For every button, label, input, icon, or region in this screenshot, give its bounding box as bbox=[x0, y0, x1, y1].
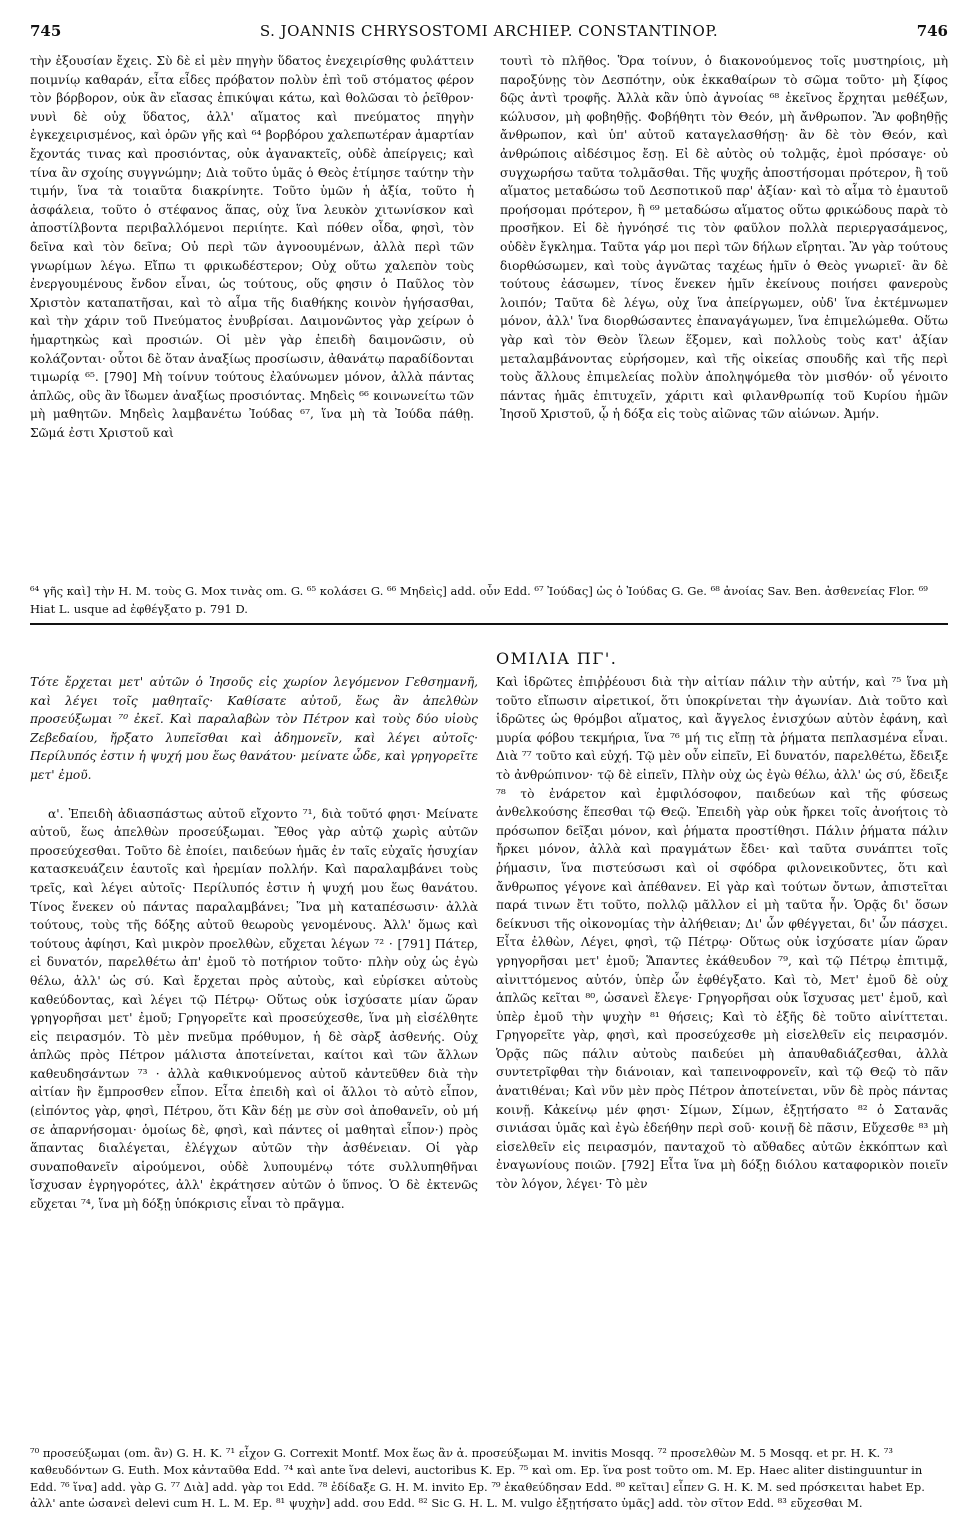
homily-title: ΟΜΙΛΙΑ ΠΓ'. bbox=[496, 649, 618, 668]
section1-left-column bbox=[30, 52, 474, 580]
section1-left-text: τὴν ἐξουσίαν ἔχεις. Σὺ δὲ εἰ μὲν πηγὴν ὕδατος ἐνεχειρίσθης φυλάττειν ποιμνίῳ καθαράν, εἶτα εἶδες πρόβατον πολὺν ἐπὶ τοῦ στόματος φέρον τὸν βόρβορον, οὐκ ἂν εἴασας ἐπικύψαι κάτω, καὶ θολῶσαι τὸ ῥεῖθρον· νυνὶ δὲ οὐχ ὕδατος, ἀλλ' αἵματος καὶ πνεύματος πηγὴν ἐγκεχειρισμένος, καὶ ὁρῶν γῆς καὶ ⁶⁴ βορβόρου χαλεπωτέραν ἁμαρτίαν ἔχοντάς τινας καὶ προσιόντας, οὐκ ἀγανακτεῖς, οὐδὲ ἀπείργεις; καὶ τίνα ἂν σχοίης συγγνώμην; Διὰ τοῦτο ὑμᾶς ὁ Θεὸς ἐτίμησε ταύτην τὴν τιμήν, ἵνα τὰ τοιαῦτα διακρίνητε. Τοῦτο ὑμῶν ἡ ἀξία, τοῦτο ἡ ἀσφάλεια, τοῦτο ὁ στέφανος ἅπας, οὐχ ἵνα λευκὸν χιτωνίσκον καὶ ἀποστίλβοντα περιβαλλόμενοι περιίητε. Καὶ πόθεν οἶδα, φησὶ, τὸν δεῖνα καὶ τὸν δεῖνα; Οὐ περὶ τῶν ἀγνοουμένων, ἀλλὰ περὶ τῶν γνωρίμων λέγω. Εἴπω τι φρικωδέστερον; Οὐχ οὕτω χαλεπὸν τοὺς ἐνεργουμένους ἔνδον εἶναι, ὡς τούτους, οὕς φησιν ὁ Παῦλος τὸν Χριστὸν καταπατῆσαι, καὶ τὸ αἷμα τῆς διαθήκης κοινὸν ἡγήσασθαι, καὶ τὴν χάριν τοῦ Πνεύματος ἐνυβρίσαι. Δαιμονῶντος γὰρ χείρων ὁ ἡμαρτηκὼς καὶ προσιών. Οἱ μὲν γὰρ ἐπειδὴ δαιμονῶσιν, οὐ κολάζονται· οὗτοι δὲ ὅταν ἀναξίως προσίωσιν, ἀθανάτῳ παραδίδονται τιμωρίᾳ ⁶⁵. [790] Μὴ τοίνυν τούτους ἐλαύνωμεν μόνον, ἀλλὰ πάντας ἁπλῶς, οὓς ἂν ἴδωμεν ἀναξίως προσιόντας. Μηδεὶς ⁶⁶ κοινωνείτω τῶν μὴ μαθητῶν. Μηδεὶς λαμβανέτω Ἰούδας ⁶⁷, ἵνα μὴ τὰ Ἰούδα πάθῃ. Σῶμά ἐστι Χριστοῦ καὶ bbox=[30, 54, 474, 440]
section-divider bbox=[30, 623, 948, 625]
section1-footnotes: ⁶⁴ γῆς καὶ] τὴν H. M. τοὺς G. Mox τινὰς om. G. ⁶⁵ κολάσει G. ⁶⁶ Μηδεὶς] add. οὖν Edd. ⁶⁷ Ἰούδας] ὡς ὁ Ἰούδας G. Ge. ⁶⁸ ἀνοίας Sav. Ben. ἀσθενείας Flor. ⁶⁹ Hiat L. usque ad ἐφθέγξατο p. 791 D. bbox=[30, 584, 928, 616]
section2-right-column bbox=[496, 673, 948, 1443]
section1-right-column bbox=[500, 52, 948, 580]
section2-left-text: α'. Ἐπειδὴ ἀδιασπάστως αὐτοῦ εἴχοντο ⁷¹, διὰ τοῦτό φησι· Μείνατε αὐτοῦ, ἕως ἀπελθὼν προσεύξωμαι. Ἔθος γὰρ αὐτῷ χωρὶς αὐτῶν προσεύχεσθαι. Τοῦτο δὲ ἐποίει, παιδεύων ἡμᾶς ἐν ταῖς εὐχαῖς ἡσυχίαν κατασκευάζειν ἑαυτοῖς καὶ ἠρεμίαν πολλήν. Καὶ παραλαμβάνει τοὺς τρεῖς, καὶ λέγει αὐτοῖς· Περίλυπός ἐστιν ἡ ψυχή μου ἕως θανάτου. Τίνος ἕνεκεν οὐ πάντας παραλαμβάνει; Ἵνα μὴ καταπέσωσιν· ἀλλὰ τούτους, τοὺς τῆς δόξης αὐτοῦ θεωροὺς γενομένους. Ἀλλ' ὅμως καὶ τούτους ἀφίησι, Καὶ μικρὸν προελθὼν, εὔχεται λέγων ⁷² · [791] Πάτερ, εἰ δυνατόν, παρελθέτω ἀπ' ἐμοῦ τὸ ποτήριον τοῦτο· πλὴν οὐχ ὡς ἐγὼ θέλω, ἀλλ' ὡς σύ. Καὶ ἔρχεται πρὸς αὐτοὺς, καὶ εὑρίσκει αὐτοὺς καθεύδοντας, καὶ λέγει τῷ Πέτρῳ· Οὕτως οὐκ ἰσχύσατε μίαν ὥραν γρηγορῆσαι μετ' ἐμοῦ; Γρηγορεῖτε καὶ προσεύχεσθε, ἵνα μὴ εἰσέλθητε εἰς πειρασμόν. Τὸ μὲν πνεῦμα πρόθυμον, ἡ δὲ σὰρξ ἀσθενής. Οὐχ ἁπλῶς πρὸς Πέτρον μάλιστα ἀποτείνεται, καίτοι καὶ τῶν ἄλλων καθευδησάντων ⁷³ · ἀλλὰ καθικνούμενος αὐτοῦ κἀντεῦθεν διὰ τὴν αἰτίαν ἣν ἔμπροσθεν εἶπον. Εἶτα ἐπειδὴ καὶ οἱ ἄλλοι τὸ αὐτὸ εἶπον, (εἰπόντος γὰρ, φησὶ, Πέτρου, ὅτι Κἂν δέῃ με σὺν σοὶ ἀποθανεῖν, οὐ μή σε ἀπαρνήσομαι· ὁμοίως δὲ, φησὶ, καὶ πάντες οἱ μαθηταὶ εἶπον·) πρὸς ἅπαντας διαλέγεται, ἐλέγχων αὐτῶν τὴν ἀσθένειαν. Οἱ γὰρ συναποθανεῖν αἱρούμενοι, οὐδὲ λυπουμένῳ τότε συλλυπηθῆναι ἴσχυσαν ἐγρηγορότες, ἀλλ' ἐκράτησεν αὐτῶν ὁ ὕπνος. Ὁ δὲ ἐκτενῶς εὔχεται ⁷⁴, ἵνα μὴ δόξῃ ὑπόκρισις εἶναι τὸ πρᾶγμα. bbox=[30, 806, 478, 1212]
section2-left-column bbox=[30, 673, 478, 1443]
running-title: S. JOANNIS CHRYSOSTOMI ARCHIEP. CONSTANTINOP. bbox=[259, 22, 719, 40]
page-number-left: 745 bbox=[30, 22, 62, 40]
page-number-right: 746 bbox=[916, 22, 948, 40]
section2-right-text: Καὶ ἱδρῶτες ἐπιῤῥέουσι διὰ τὴν αἰτίαν πάλιν τὴν αὐτήν, καὶ ⁷⁵ ἵνα μὴ τοῦτο εἴπωσιν αἱρετικοί, ὅτι ὑποκρίνεται τὴν ἀγωνίαν. Διὰ τοῦτο καὶ ἱδρῶτες ὡς θρόμβοι αἵματος, καὶ ἄγγελος ἐνισχύων αὐτὸν ἐφάνη, καὶ μυρία φόβου τεκμήρια, ἵνα ⁷⁶ μή τις εἴπῃ τὰ ῥήματα πεπλασμένα εἶναι. Διὰ ⁷⁷ τοῦτο καὶ εὐχή. Τῷ μὲν οὖν εἰπεῖν, Εἰ δυνατόν, παρελθέτω, ἔδειξε τὸ ἀνθρώπινον· τῷ δὲ εἰπεῖν, Πλὴν οὐχ ὡς ἐγὼ θέλω, ἀλλ' ὡς σύ, ἔδειξε ⁷⁸ τὸ ἐνάρετον καὶ ἐμφιλόσοφον, παιδεύων καὶ τῆς φύσεως ἀνθελκούσης ἕπεσθαι τῷ Θεῷ. Ἐπειδὴ γὰρ οὐκ ἤρκει τοῖς ἀνοήτοις τὸ πρόσωπον δεῖξαι μόνον, καὶ ῥήματα προστίθησι. Πάλιν ῥήματα πάλιν ἤρκει μόνον, ἀλλὰ καὶ πραγμάτων ἔδει· καὶ ταῦτα συνάπτει τοῖς ῥήμασιν, ἵνα πιστεύσωσι καὶ οἱ σφόδρα φιλονεικοῦντες, ὅτι καὶ ἄνθρωπος γέγονε καὶ ἀπέθανεν. Εἰ γὰρ καὶ τούτων ὄντων, ἀπιστεῖται παρά τινων ἔτι τοῦτο, πολλῷ μᾶλλον εἰ μὴ ταῦτα ἦν. Ὁρᾷς δι' ὅσων δείκνυσι τῆς οἰκονομίας τὴν ἀλήθειαν; Δι' ὧν φθέγγεται, δι' ὧν πάσχει. Εἶτα ἐλθὼν, Λέγει, φησὶ, τῷ Πέτρῳ· Οὕτως οὐκ ἰσχύσατε μίαν ὥραν γρηγορῆσαι μετ' ἐμοῦ; Ἅπαντες ἐκάθευδον ⁷⁹, καὶ τῷ Πέτρῳ ἐπιτιμᾷ, αἰνιττόμενος αὐτόν, ὑπὲρ ὧν ἐφθέγξατο. Καὶ τὸ, Μετ' ἐμοῦ δὲ οὐχ ἁπλῶς κεῖται ⁸⁰, ὡσανεὶ ἔλεγε· Γρηγορῆσαι οὐκ ἴσχυσας μετ' ἐμοῦ, καὶ ὑπὲρ ἐμοῦ τὴν ψυχὴν ⁸¹ θήσεις; Καὶ τὸ ἑξῆς δὲ τοῦτο αἰνίττεται. Γρηγορεῖτε γὰρ, φησὶ, καὶ προσεύχεσθε μὴ εἰσελθεῖν εἰς πειρασμόν. Ὁρᾷς πῶς πάλιν αὐτοὺς παιδεύει μὴ ἀπαυθαδιάζεσθαι, ἀλλὰ συντετρῖφθαι τὴν διάνοιαν, καὶ ταπεινοφρονεῖν, καὶ τῷ Θεῷ τὸ πᾶν ἀνατιθέναι; Καὶ νῦν μὲν πρὸς Πέτρον ἀποτείνεται, νῦν δὲ πρὸς πάντας κοινῇ. Κἀκείνῳ μέν φησι· Σίμων, Σίμων, ἐξῃτήσατο ⁸² ὁ Σατανᾶς σινιάσαι ὑμᾶς καὶ ἐγὼ ἐδεήθην περὶ σοῦ· κοινῇ δὲ πᾶσιν, Εὔχεσθε ⁸³ μὴ εἰσελθεῖν εἰς πειρασμόν, πανταχοῦ τὸ αὔθαδες αὐτῶν ἐκκόπτων καὶ ἐναγωνίους ποιῶν. [792] Εἶτα ἵνα μὴ δόξῃ διόλου καταφορικὸν ποιεῖν τὸν λόγον, λέγει· Τὸ μὲν bbox=[496, 675, 948, 1192]
section2-footnotes: ⁷⁰ προσεύξωμαι (om. ἂν) G. H. K. ⁷¹ εἶχον G. Correxit Montf. Mox ἕως ἂν ἀ. προσεύξωμαι M. invitis Mosqq. ⁷² προσελθὼν M. 5 Mosqq. et pr. H. K. ⁷³ καθευδόντων G. Euth. Mox κἀνταῦθα Edd. ⁷⁴ καὶ ante ἵνα delevi, auctoribus K. Ep. ⁷⁵ καὶ om. Ep. ἵνα post τοῦτο om. M. Ep. Haec aliter distinguuntur in Edd. ⁷⁶ ἵνα] add. γὰρ G. ⁷⁷ Διὰ] add. γὰρ τοι Edd. ⁷⁸ ἐδίδαξε G. H. M. invito Ep. ⁷⁹ ἐκαθεύδησαν Edd. ⁸⁰ κεῖται] εἶπεν G. H. K. M. sed πρόσκειται habet Ep. ἀλλ' ante ὡσανεὶ delevi cum H. L. M. Ep. ⁸¹ ψυχὴν] add. σου Edd. ⁸² Sic G. H. L. M. vulgo ἐξῃτήσατο ὑμᾶς] add. τὸν σῖτον Edd. ⁸³ εὔχεσθαι M. bbox=[30, 1446, 925, 1511]
section1-right-text: τουτὶ τὸ πλῆθος. Ὅρα τοίνυν, ὁ διακονούμενος τοῖς μυστηρίοις, μὴ παροξύνῃς τὸν Δεσπότην, οὐκ ἐκκαθαίρων τὸ σῶμα τοῦτο· μὴ ξίφος δῷς ἀντὶ τροφῆς. Ἀλλὰ κἂν ὑπὸ ἀγνοίας ⁶⁸ ἐκεῖνος ἔρχηται μεθέξων, κώλυσον, μὴ φοβηθῇς. Φοβήθητι τὸν Θεόν, μὴ ἄνθρωπον. Ἂν φοβηθῇς ἄνθρωπον, καὶ ὑπ' αὐτοῦ καταγελασθήσῃ· ἂν δὲ τὸν Θεόν, καὶ ἀνθρώποις αἰδέσιμος ἔσῃ. Εἰ δὲ αὐτὸς οὐ τολμᾷς, ἐμοὶ πρόσαγε· οὐ συγχωρήσω ταῦτα τολμᾶσθαι. Τῆς ψυχῆς ἀποστήσομαι πρότερον, ἢ τοῦ αἵματος μεταδώσω τοῦ Δεσποτικοῦ παρ' ἀξίαν· καὶ τὸ αἷμα τὸ ἐμαυτοῦ προήσομαι πρότερον, ἢ ⁶⁹ μεταδώσω αἵματος οὕτω φρικώδους παρὰ τὸ προσῆκον. Εἰ δὲ ἠγνόησέ τις τὸν φαῦλον πολλὰ περιεργασάμενος, οὐδὲν ἔγκλημα. Ταῦτα γάρ μοι περὶ τῶν δήλων εἴρηται. Ἂν γὰρ τούτους διορθώσωμεν, καὶ τοὺς ἀγνῶτας ταχέως ἡμῖν ὁ Θεὸς γνωριεῖ· ἂν δὲ τούτους ἐάσωμεν, τίνος ἕνεκεν ἡμῖν ἐκείνους ποιήσει φανεροὺς λοιπόν; Ταῦτα δὲ λέγω, οὐχ ἵνα ἀπείργωμεν, οὐδ' ἵνα ἐκτέμνωμεν μόνον, ἀλλ' ἵνα διορθώσαντες ἐπαναγάγωμεν, ἵνα ἐπιμελώμεθα. Οὕτω γὰρ καὶ τὸν Θεὸν ἵλεων ἕξομεν, καὶ πολλοὺς τοὺς κατ' ἀξίαν μεταλαμβάνοντας εὑρήσομεν, καὶ τῆς οἰκείας σπουδῆς καὶ τῆς περὶ τοὺς ἄλλους ἐπιμελείας πολὺν ἀποληψόμεθα τὸν μισθόν· οὗ γένοιτο πάντας ἡμᾶς ἐπιτυχεῖν, χάριτι καὶ φιλανθρωπίᾳ τοῦ Κυρίου ἡμῶν Ἰησοῦ Χριστοῦ, ᾧ ἡ δόξα εἰς τοὺς αἰῶνας τῶν αἰώνων. Ἀμήν. bbox=[500, 54, 948, 422]
lemma-spacer bbox=[30, 785, 478, 805]
page-header bbox=[30, 22, 948, 46]
gospel-lemma: Τότε ἔρχεται μετ' αὐτῶν ὁ Ἰησοῦς εἰς χωρίον λεγόμενον Γεθσημανῆ, καὶ λέγει τοῖς μαθηταῖς· Καθίσατε αὐτοῦ, ἕως ἂν ἀπελθὼν προσεύξωμαι ⁷⁰ ἐκεῖ. Καὶ παραλαβὼν τὸν Πέτρον καὶ τοὺς δύο υἱοὺς Ζεβεδαίου, ἤρξατο λυπεῖσθαι καὶ ἀδημονεῖν, καὶ λέγει αὐτοῖς· Περίλυπός ἐστιν ἡ ψυχή μου ἕως θανάτου· μείνατε ὧδε, καὶ γρηγορεῖτε μετ' ἐμοῦ. bbox=[30, 675, 478, 782]
